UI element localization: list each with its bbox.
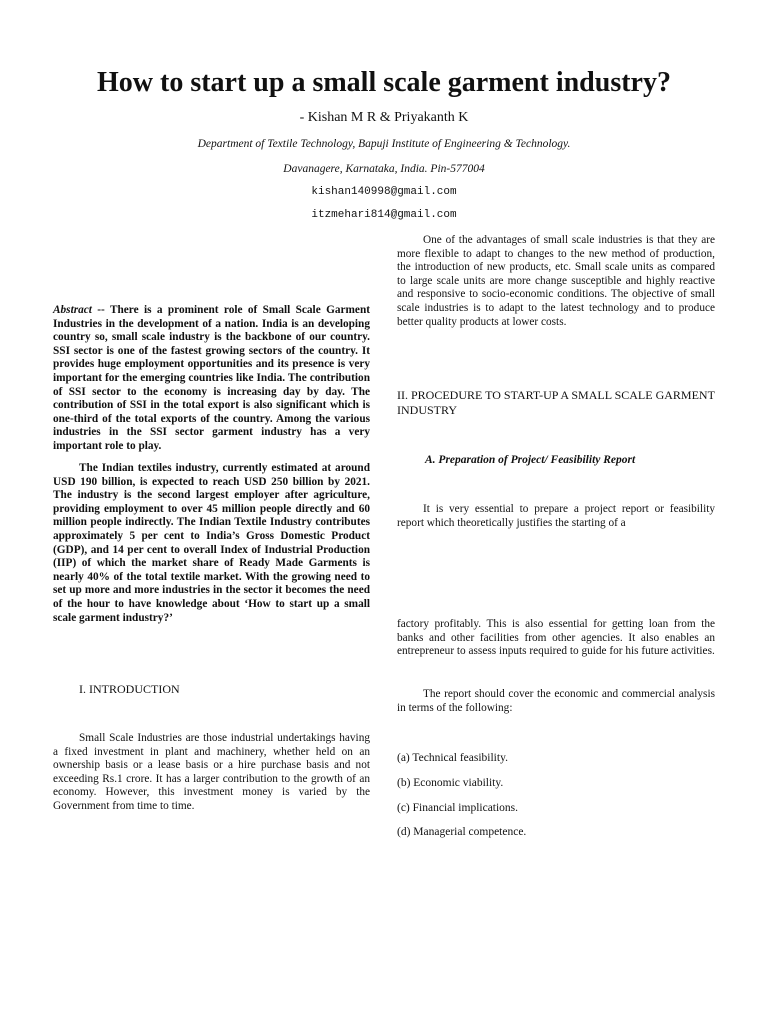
abstract-label: Abstract: [53, 304, 92, 316]
factory-paragraph: factory profitably. This is also essential for getting loan from the banks and other facilities from other agencies. It also enables an entrepreneur to assess inputs required to guide for his future activities.: [397, 618, 715, 658]
introduction-paragraph: Small Scale Industries are those industrial undertakings having a fixed investment in plant and machinery, whether held on an ownership basis or a lease basis or a hire purchase basis and not exceeding Rs.1 crore. It has a larger contribution to the growth of an economy. However, this investment money is varied by the Government from time to time.: [53, 732, 370, 812]
feasibility-paragraph-block: [397, 503, 715, 530]
textiles-paragraph-block: [53, 462, 370, 625]
paper-authors: - Kishan M R & Priyakanth K: [299, 110, 469, 125]
advantages-paragraph-block: [397, 234, 715, 329]
abstract-block: [53, 304, 370, 454]
report-paragraph-block: [397, 688, 715, 715]
procedure-heading: II. PROCEDURE TO START-UP A SMALL SCALE GARMENT INDUSTRY: [397, 388, 715, 417]
author-address: Davanagere, Karnataka, India. Pin-577004: [283, 163, 485, 175]
author-email-2: itzmehari814@gmail.com: [311, 209, 457, 221]
introduction-heading: I. INTRODUCTION: [79, 682, 180, 696]
subheading-a: A. Preparation of Project/ Feasibility Report: [425, 454, 636, 466]
author-department: Department of Textile Technology, Bapuji Institute of Engineering & Technology.: [197, 138, 571, 150]
advantages-paragraph: One of the advantages of small scale industries is that they are more flexible to adapt to changes to the new method of production, the introduction of new products, etc. Small scale units as compared to large scale units are more change susceptible and highly reactive and responsive to socio-economic conditions. The objective of small scale industries is to adapt to the latest technology and to produce better quality products at lower costs.: [397, 234, 715, 328]
list-item: (b) Economic viability.: [397, 777, 504, 789]
paper-title: How to start up a small scale garment industry?: [97, 67, 671, 98]
list-item: (d) Managerial competence.: [397, 826, 527, 838]
list-item: (c) Financial implications.: [397, 802, 519, 814]
report-paragraph: The report should cover the economic and commercial analysis in terms of the following:: [397, 688, 715, 714]
introduction-paragraph-block: [53, 732, 370, 814]
textiles-quote: ‘How to start up a small scale garment industry?’: [53, 597, 370, 624]
factory-paragraph-block: [397, 618, 715, 659]
author-email-1: kishan140998@gmail.com: [311, 186, 457, 198]
textiles-paragraph: The Indian textiles industry, currently estimated at around USD 190 billion, is expected to reach USD 250 billion by 2021. The industry is the second largest employer after agriculture, providing employment to over 45 million people directly and 60 million people indirectly. The Indian Textile Industry contributes approximately 5 per cent to India’s Gross Domestic Product (GDP), and 14 per cent to overall Index of Industrial Production (IIP) of which the market share of Ready Made Garments is nearly 40% of the total textile market. With the growing need to set up more and more industries in the sector it becomes the need of the hour to have knowledge about: [53, 462, 370, 610]
list-item: (a) Technical feasibility.: [397, 752, 508, 764]
abstract-text: -- There is a prominent role of Small Scale Garment Industries in the development of a nation. India is an developing country so, small scale industry is the backbone of our country. SSI sector is one of the fastest growing sectors of the country. It provides huge employment opportunities and its presence is very important for the emerging countries like India. The contribution of SSI sector to the economy is increasing day by day. The contribution of SSI in the total export is also significant which is one-third of the total exports of the country. Among the various industries in the SSI sector garment industry has a very important role to play.: [53, 304, 370, 452]
feasibility-paragraph: It is very essential to prepare a project report or feasibility report which theoretically justifies the starting of a: [397, 503, 715, 529]
